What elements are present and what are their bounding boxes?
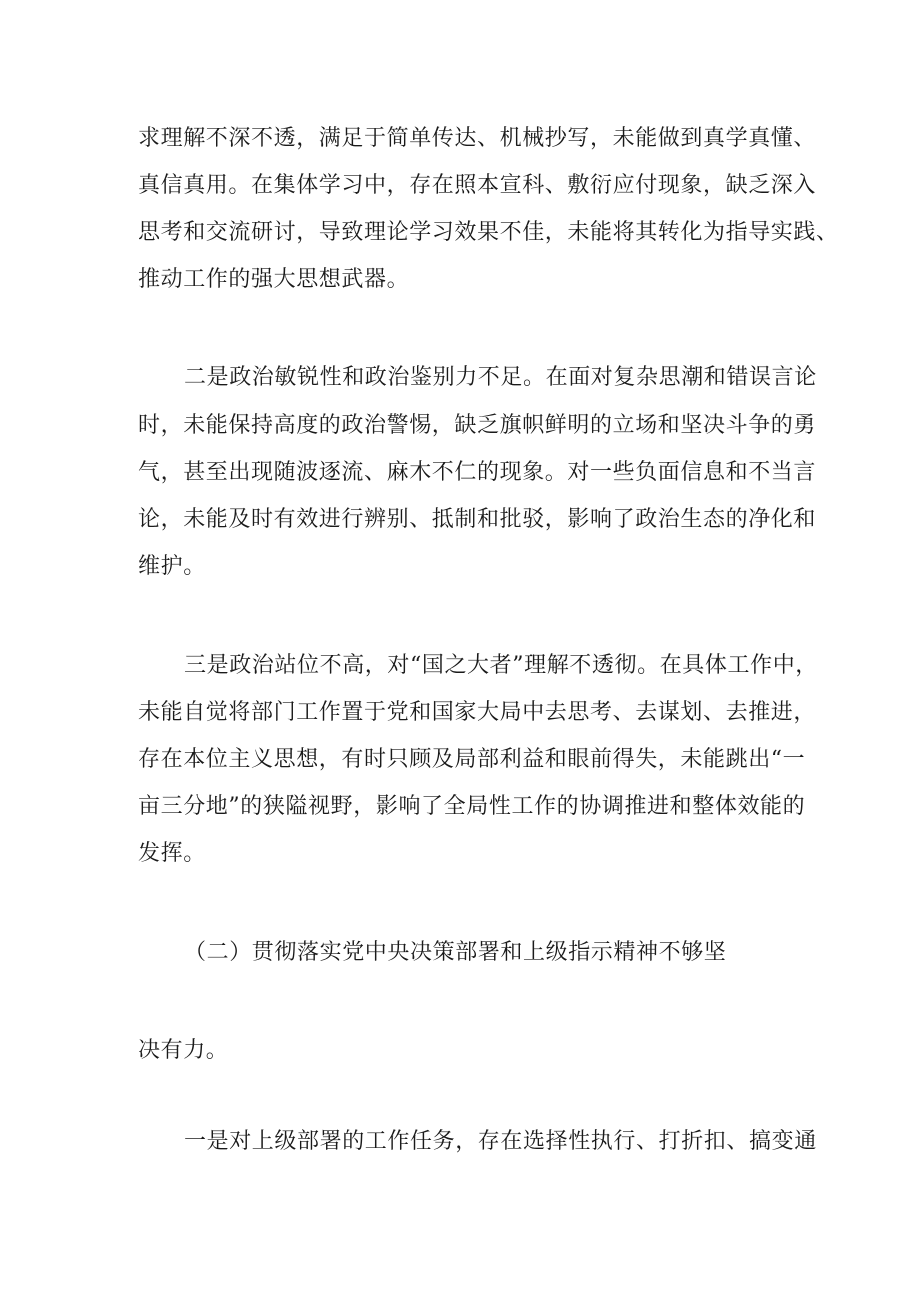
paragraph-2-line-1: 二是政治敏锐性和政治鉴别力不足。在面对复杂思潮和错误言论 bbox=[184, 365, 817, 390]
paragraph-3-line-5: 发挥。 bbox=[138, 841, 206, 866]
section-heading-line-2: 决有力。 bbox=[138, 1038, 229, 1063]
paragraph-1-line-2: 真信真用。在集体学习中，存在照本宣科、敷衍应付现象，缺乏深入 bbox=[138, 173, 817, 198]
paragraph-3-line-2: 未能自觉将部门工作置于党和国家大局中去思考、去谋划、去推进， bbox=[138, 700, 817, 725]
paragraph-3-line-4: 亩三分地”的狭隘视野，影响了全局性工作的协调推进和整体效能的 bbox=[138, 794, 806, 819]
paragraph-1-line-3: 思考和交流研讨，导致理论学习效果不佳，未能将其转化为指导实践、 bbox=[138, 220, 839, 245]
paragraph-2-line-2: 时，未能保持高度的政治警惕，缺乏旗帜鲜明的立场和坚决斗争的勇 bbox=[138, 413, 817, 438]
paragraph-5-line-1: 一是对上级部署的工作任务，存在选择性执行、打折扣、搞变通 bbox=[184, 1129, 817, 1154]
section-heading-line-1: （二）贯彻落实党中央决策部署和上级指示精神不够坚 bbox=[184, 940, 727, 965]
paragraph-3-line-1: 三是政治站位不高，对“国之大者”理解不透彻。在具体工作中， bbox=[184, 653, 818, 678]
paragraph-3-line-3: 存在本位主义思想，有时只顾及局部利益和眼前得失，未能跳出“一 bbox=[138, 747, 806, 772]
paragraph-1-line-4: 推动工作的强大思想武器。 bbox=[138, 267, 410, 292]
paragraph-2-line-5: 维护。 bbox=[138, 554, 206, 579]
paragraph-2-line-3: 气，甚至出现随波逐流、麻木不仁的现象。对一些负面信息和不当言 bbox=[138, 460, 817, 485]
paragraph-2-line-4: 论，未能及时有效进行辨别、抵制和批驳，影响了政治生态的净化和 bbox=[138, 507, 817, 532]
paragraph-1-line-1: 求理解不深不透，满足于简单传达、机械抄写，未能做到真学真懂、 bbox=[138, 126, 817, 151]
